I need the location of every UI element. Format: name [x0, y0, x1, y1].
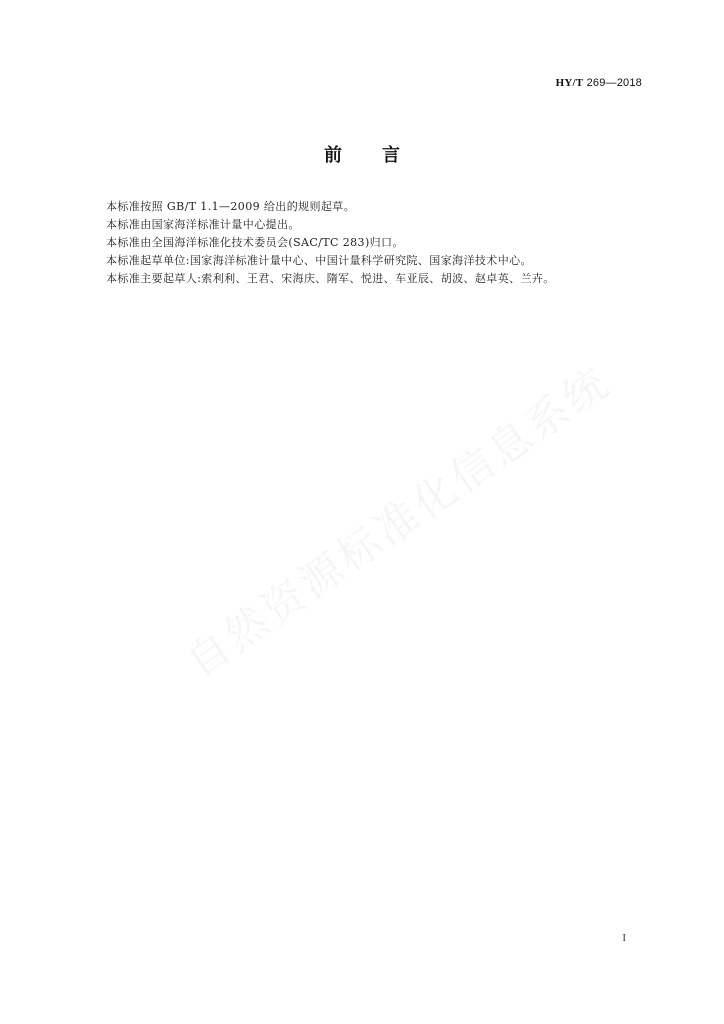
page-title-char-1: 前 — [324, 145, 342, 166]
document-code-prefix: HY/T — [555, 77, 584, 89]
foreword-body — [106, 198, 646, 288]
document-code-number: 269—2018 — [586, 77, 642, 89]
page-title-char-2: 言 — [382, 145, 400, 166]
paragraph-drafting-units: 本标准起草单位:国家海洋标准计量中心、中国计量科学研究院、国家海洋技术中心。 — [106, 254, 532, 267]
paragraph-proposed-by: 本标准由国家海洋标准计量中心提出。 — [106, 218, 300, 231]
paragraph-drafting-rules: 本标准按照 GB/T 1.1—2009 给出的规则起草。 — [106, 200, 356, 213]
paragraph-under-jurisdiction: 本标准由全国海洋标准化技术委员会(SAC/TC 283)归口。 — [106, 236, 404, 249]
page-title — [0, 141, 724, 167]
watermark: 自然资源标准化信息系统 — [177, 356, 620, 688]
page-number: I — [622, 932, 626, 944]
paragraph-drafters: 本标准主要起草人:索利利、王君、宋海庆、隋军、悦进、车亚辰、胡波、赵卓英、兰卉。 — [106, 272, 555, 285]
document-code — [556, 77, 642, 89]
